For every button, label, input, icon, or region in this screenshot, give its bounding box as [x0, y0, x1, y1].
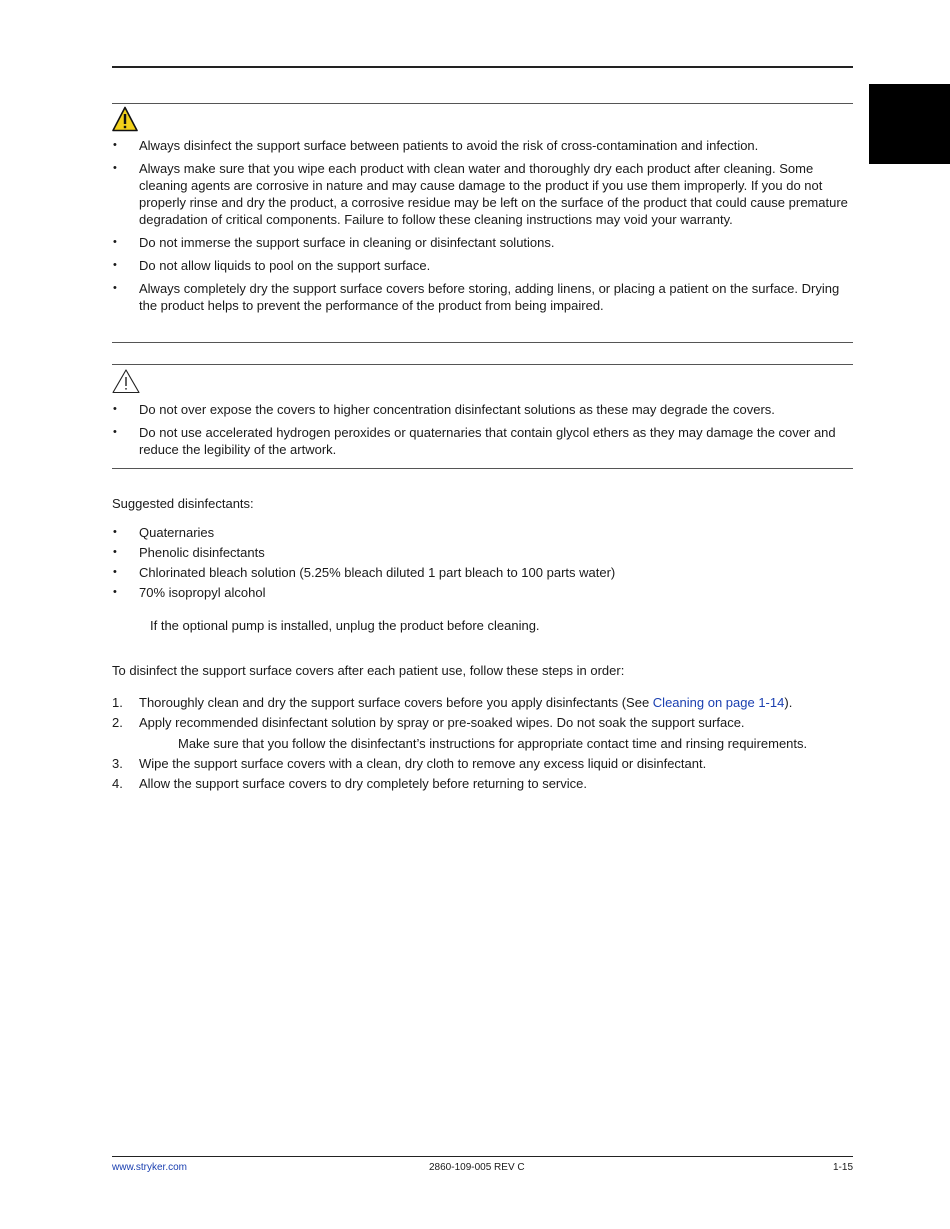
list-item: • Do not allow liquids to pool on the support surface. — [113, 258, 431, 273]
cleaning-page-link[interactable]: Cleaning on page 1-14 — [652, 695, 785, 710]
step-4: 4. Allow the support surface covers to dry completely before returning to service. — [112, 776, 587, 791]
procedure-steps — [112, 694, 857, 795]
disinfectants-intro: Suggested disinfectants: — [112, 496, 254, 511]
step-1: 1. Thoroughly clean and dry the support surface covers before you apply disinfectants (See Cleaning on page 1-14). — [112, 695, 793, 710]
step-3: 3. Wipe the support surface covers with a clean, dry cloth to remove any excess liquid or disinfectant. — [112, 756, 707, 771]
list-item: • Chlorinated bleach solution (5.25% bleach diluted 1 part bleach to 100 parts water) — [113, 565, 616, 580]
warning-triangle-icon — [112, 106, 138, 132]
list-item: • Do not over expose the covers to higher concentration disinfectant solutions as these may degrade the covers. — [113, 402, 775, 417]
caution-bottom-rule — [112, 468, 853, 469]
footer-page-number: 1-15 — [832, 1162, 853, 1173]
list-item: • Do not immerse the support surface in cleaning or disinfectant solutions. — [113, 235, 555, 250]
footer-rule — [112, 1156, 853, 1157]
pump-note: If the optional pump is installed, unplug the product before cleaning. — [150, 618, 540, 633]
list-item: • Do not use accelerated hydrogen peroxides or quaternaries that contain glycol ethers as they may damage the cover and reduce the legibility of the artwork. — [113, 425, 836, 457]
list-item: • Always disinfect the support surface between patients to avoid the risk of cross-contamination and infection. — [113, 138, 759, 153]
chapter-tab — [869, 84, 950, 164]
step-2-note: Make sure that you follow the disinfectant’s instructions for appropriate contact time and rinsing requirements. — [178, 736, 808, 751]
step-2: 2. Apply recommended disinfectant solution by spray or pre-soaked wipes. Do not soak the support surface. Make sure that you follow the disinfectant’s instructions for appropriate contact time and rinsing requirements. — [112, 714, 857, 752]
footer-website-link[interactable]: www.stryker.com — [112, 1162, 188, 1173]
header-rule — [112, 66, 853, 68]
disinfectants-list — [112, 524, 857, 604]
warning-bottom-rule — [112, 342, 853, 343]
list-item: • 70% isopropyl alcohol — [113, 585, 266, 600]
procedure-intro: To disinfect the support surface covers after each patient use, follow these steps in order: — [112, 663, 625, 678]
warning-list — [112, 137, 857, 320]
footer-doc-number: 2860-109-005 REV C — [429, 1162, 525, 1173]
list-item: • Always completely dry the support surface covers before storing, adding linens, or placing a patient on the surface. Drying the product helps to prevent the performance of the product from being impaired. — [113, 281, 840, 313]
list-item: • Always make sure that you wipe each product with clean water and thoroughly dry each product after cleaning. Some cleaning agents are corrosive in nature and may cause damage to the product if you use them improperly. If you do not properly rinse and dry the product, a corrosive residue may be left on the surface of the product that could cause premature degradation of critical components. Failure to follow these cleaning instructions may void your warranty. — [113, 161, 848, 227]
list-item: • Quaternaries — [113, 525, 215, 540]
warning-top-rule — [112, 103, 853, 104]
caution-triangle-icon — [112, 368, 140, 394]
list-item: • Phenolic disinfectants — [113, 545, 265, 560]
caution-list — [112, 401, 857, 464]
caution-top-rule — [112, 364, 853, 365]
